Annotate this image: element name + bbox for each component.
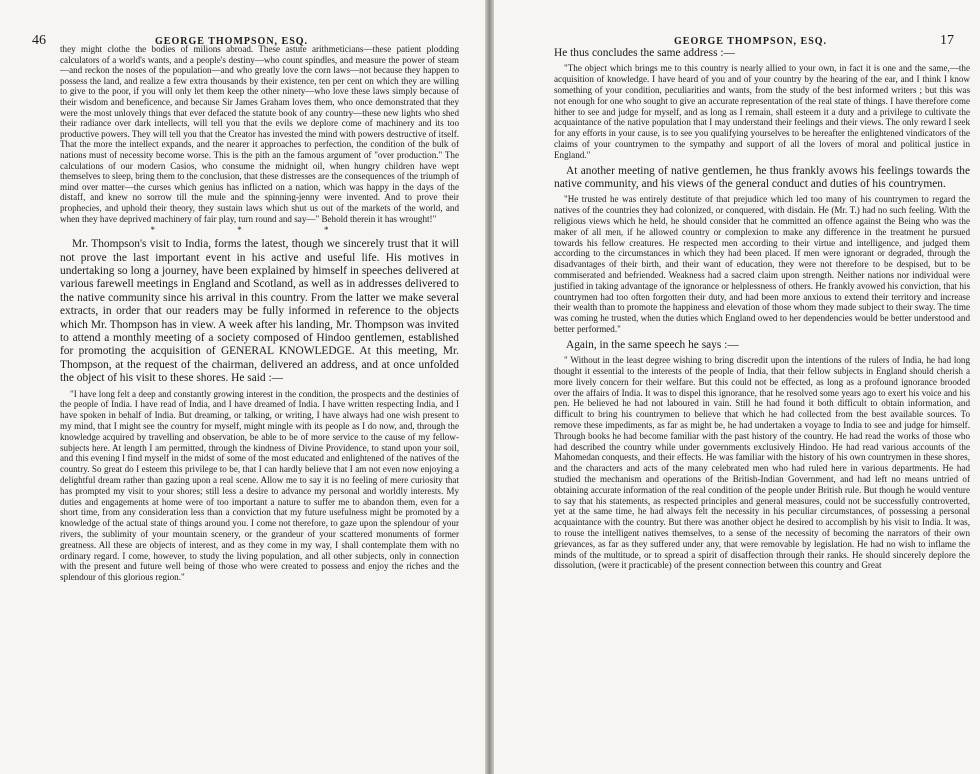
narrative-paragraph: Mr. Thompson's visit to India, forms the latest, though we sincerely trust that it will not prove the last important event in his active and useful life. His motives in undertaking so long a journey, have been explained by himself in speeches delivered at various farewell meetings in England and Scotland, as well as in addresses delivered to the native community since his arrival in this country. From the latter we make several extracts, in order that our readers may be fully informed in reference to the objects which Mr. Thompson has in view. A week after his landing, Mr. Thompson was invited to attend a monthly meeting of a society composed of Hindoo gentlemen, established for promoting the acquisition of GENERAL KNOWLEDGE. At this meeting, Mr. Thompson, at the request of the chairman, delivered an address, and at once unfolded the object of his visit to these shores. He said :— — [60, 238, 459, 385]
book-gutter — [485, 0, 494, 774]
section-divider: * * * — [150, 225, 369, 236]
essay-passage: they might clothe the bodies of milions abroad. These astute arithmeticians—these patient plodding calculators of a world's wants, and a people's destiny—who count spindles, and measure the power of steam—and reckon the noses of the population—and who greatly love the corn laws—not because they happen to possess the land, and realize a few extra thousands by their existence, ten per cent on which they are willing to give to the poor, if you will only let them keep the other ninety—who love these laws simply because of their wisdom and beneficence, and because Sir James Graham loves them, who once demonstrated that they were the most unlovely things that ever defaced the statute book of any country—these new lights who shed their radiance over dark intellects, will tell you that the evils we deplore come of machinery and its too productive powers. They will tell you that the Creator has invested the mind with powers destructive of itself. That the more the intellect expands, and the nearer it approaches to perfection, the condition of the bulk of nations must of necessity become worse. This is the pith an the famous argument of "over production." The calculations of our modern Casios, who consume the midnight oil, when hungry children have wept themselves to sleep, bring them to the conclusion, that these distresses are the consequences of the triumph of mind over matter—the curses which genius has inflicted on a nation, which was happy in the days of the distaff, and knew no sorrow till the mule and the spinning-jenny were invented. And to prove their prophecies, and uphold their theory, they sustain laws which shut us out of the markets of the world, and when they have deprived machinery of fair play, turn round and say—" Behold therein it has wrought!" — [60, 44, 459, 224]
right-page — [494, 0, 980, 774]
left-page — [0, 0, 485, 774]
running-head: GEORGE THOMPSON, ESQ. — [674, 36, 828, 47]
speech-quote: " Without in the least degree wishing to bring discredit upon the intentions of the rulers of India, he had long thought it essential to the interests of the people of India, that their fellow subjects in England should cherish a more lively concern for their welfare. But this could not be effected, as long as a profound ignorance brooded over the affairs of India. It was to dispel this ignorance, that he resolved some years ago to exert his voice and his pen. He believed he had not laboured in vain. Still he had found it both difficult to obtain information, and difficult to bring his countrymen to believe that which he had collected from the best available sources. To remove these impediments, as far as might be, he had undertaken a voyage to India to see and judge for himself. Through books he had become familiar with the past history of the country. He had read the works of those who had described the country while under governments exclusively Hindoo. He had read various accounts of the Mahomedan conquests, and their effects. He was familiar with the history of his own countrymen in these shores, and the characters and acts of the many celebrated men who had ruled here in various departments. He had studied the mechanism and operations of the British-Indian Government, and had left no means untried of obtaining accurate information of the real condition of the people under British rule. But though he would venture to say that his statements, as respected principles and general measures, could not be successfully controverted, yet at the same time, he had always felt the necessity in his peculiar circumstances, of possessing a personal acquaintance with the country. But there was another object he desired to accomplish by his visit to India. It was, to rouse the intelligent natives themselves, to a sense of the necessity of becoming the narrators of their own grievances, as far as they suffered under any, that were removable by legislation. He had no wish to inflame the minds of the multitude, or to spread a spirit of disaffection through their ranks. He should sincerely deplore the dissolution, (were it practicable) of the present connection between this country and Great — [554, 355, 970, 571]
speech-quote: "The object which brings me to this country is nearly allied to your own, in fact it is one and the same,—the acquisition of knowledge. I have heard of you and of your country by the hearing of the ear, and I think I know something of your condition, peculiarities and wants, from the study of the best informed writers ; but this was not enough for one who sought to give an accurate representation of the real state of things. I have therefore come hither to see and judge for myself, and as long as I remain, shall esteem it a duty and a privilege to cultivate the acquaintance of the native population that I may understand their feelings and their views. The only reward I seek for any efforts in your cause, is to see you qualifying yourselves to be hereafter the enlightened vindicators of the claims of your countrymen to the sympathy and support of all the lovers of moral and political justice in England." — [554, 63, 970, 160]
narrative-paragraph: He thus concludes the same address :— — [554, 47, 735, 59]
page-number: 17 — [940, 33, 954, 48]
page-number: 46 — [32, 33, 46, 48]
running-head: GEORGE THOMPSON, ESQ. — [155, 36, 309, 47]
narrative-paragraph: At another meeting of native gentlemen, he thus frankly avows his feelings towards the native community, and his views of the general conduct and duties of his countrymen. — [554, 164, 970, 190]
narrative-paragraph: Again, in the same speech he says :— — [566, 338, 739, 351]
speech-quote: "I have long felt a deep and constantly growing interest in the condition, the prospects and the destinies of the people of India. I have read of India, and I have dreamed of India. I have written respecting India, and I have spoken in behalf of India. But dreaming, or talking, or writing, I have always had one wish present to my mind, that I might see the country for myself, might mingle with its people as I do now, and, through the knowledge acquired by travelling and observation, be able to be of more service to the cause of my fellow-subjects here. At length I am permitted, through the kindness of Divine Providence, to stand upon your soil, and this evening I find myself in the midst of some of the most educated and enlightened of the natives of the country. So great do I esteem this privilege to be, that I can hardly believe that I am not even now enjoying a delightful dream rather than gazing upon a real scene. Allow me to say it is no feeling of mere curiosity that has prompted my visit to your shores; still less a desire to advance my personal and worldly interests. My duties and engagements at home were of too important a nature to suffer me to abandon them, even for a short time, from any consideration less than a conviction that my future usefulness might be promoted by a knowledge of the actual state of things around you. I come not therefore, to gaze upon the splendour of your rivers, the sublimity of your mountain scenery, or the grandeur of your scattered monuments of former greatness. All these are objects of interest, and as they come in my way, I shall contemplate them with no ordinary regard. I come, however, to study the living population, and all other subjects, only in connection with the present and future well being of those who were created to possess and enjoy the riches and the splendour of this glorious region." — [60, 388, 459, 583]
speech-quote: "He trusted he was entirely destitute of that prejudice which led too many of his countrymen to regard the natives of the countries they had colonized, or conquered, with disdain. He (Mr. T.) had no such feeling. With the religious views which he held, he should consider that he committed an offence against the Being who was the maker of all men, if he allowed country or complexion to make any difference in the treatment he pursued towards his fellow creatures. He respected men according to their virtue and intelligence, and judged them according to the circumstances in which they had been placed. If men were ignorant or degraded, through the disadvantages of their birth, and their want of education, they were not therefore to be despised, but to be commiserated and befriended. Weakness had a sacred claim upon strength. Neither nations nor individual were justified in taking advantage of the ignorance or helplessness of others. He frankly avowed his conviction, that his countrymen had too often forgotten their duty, and had been more anxious to extend their territory and increase their wealth than to promote the happiness and elevation of those whom they made subject to their sway. The time was coming he trusted, when the duties which England owed to her dependencies would be better understood and better performed." — [554, 194, 970, 334]
